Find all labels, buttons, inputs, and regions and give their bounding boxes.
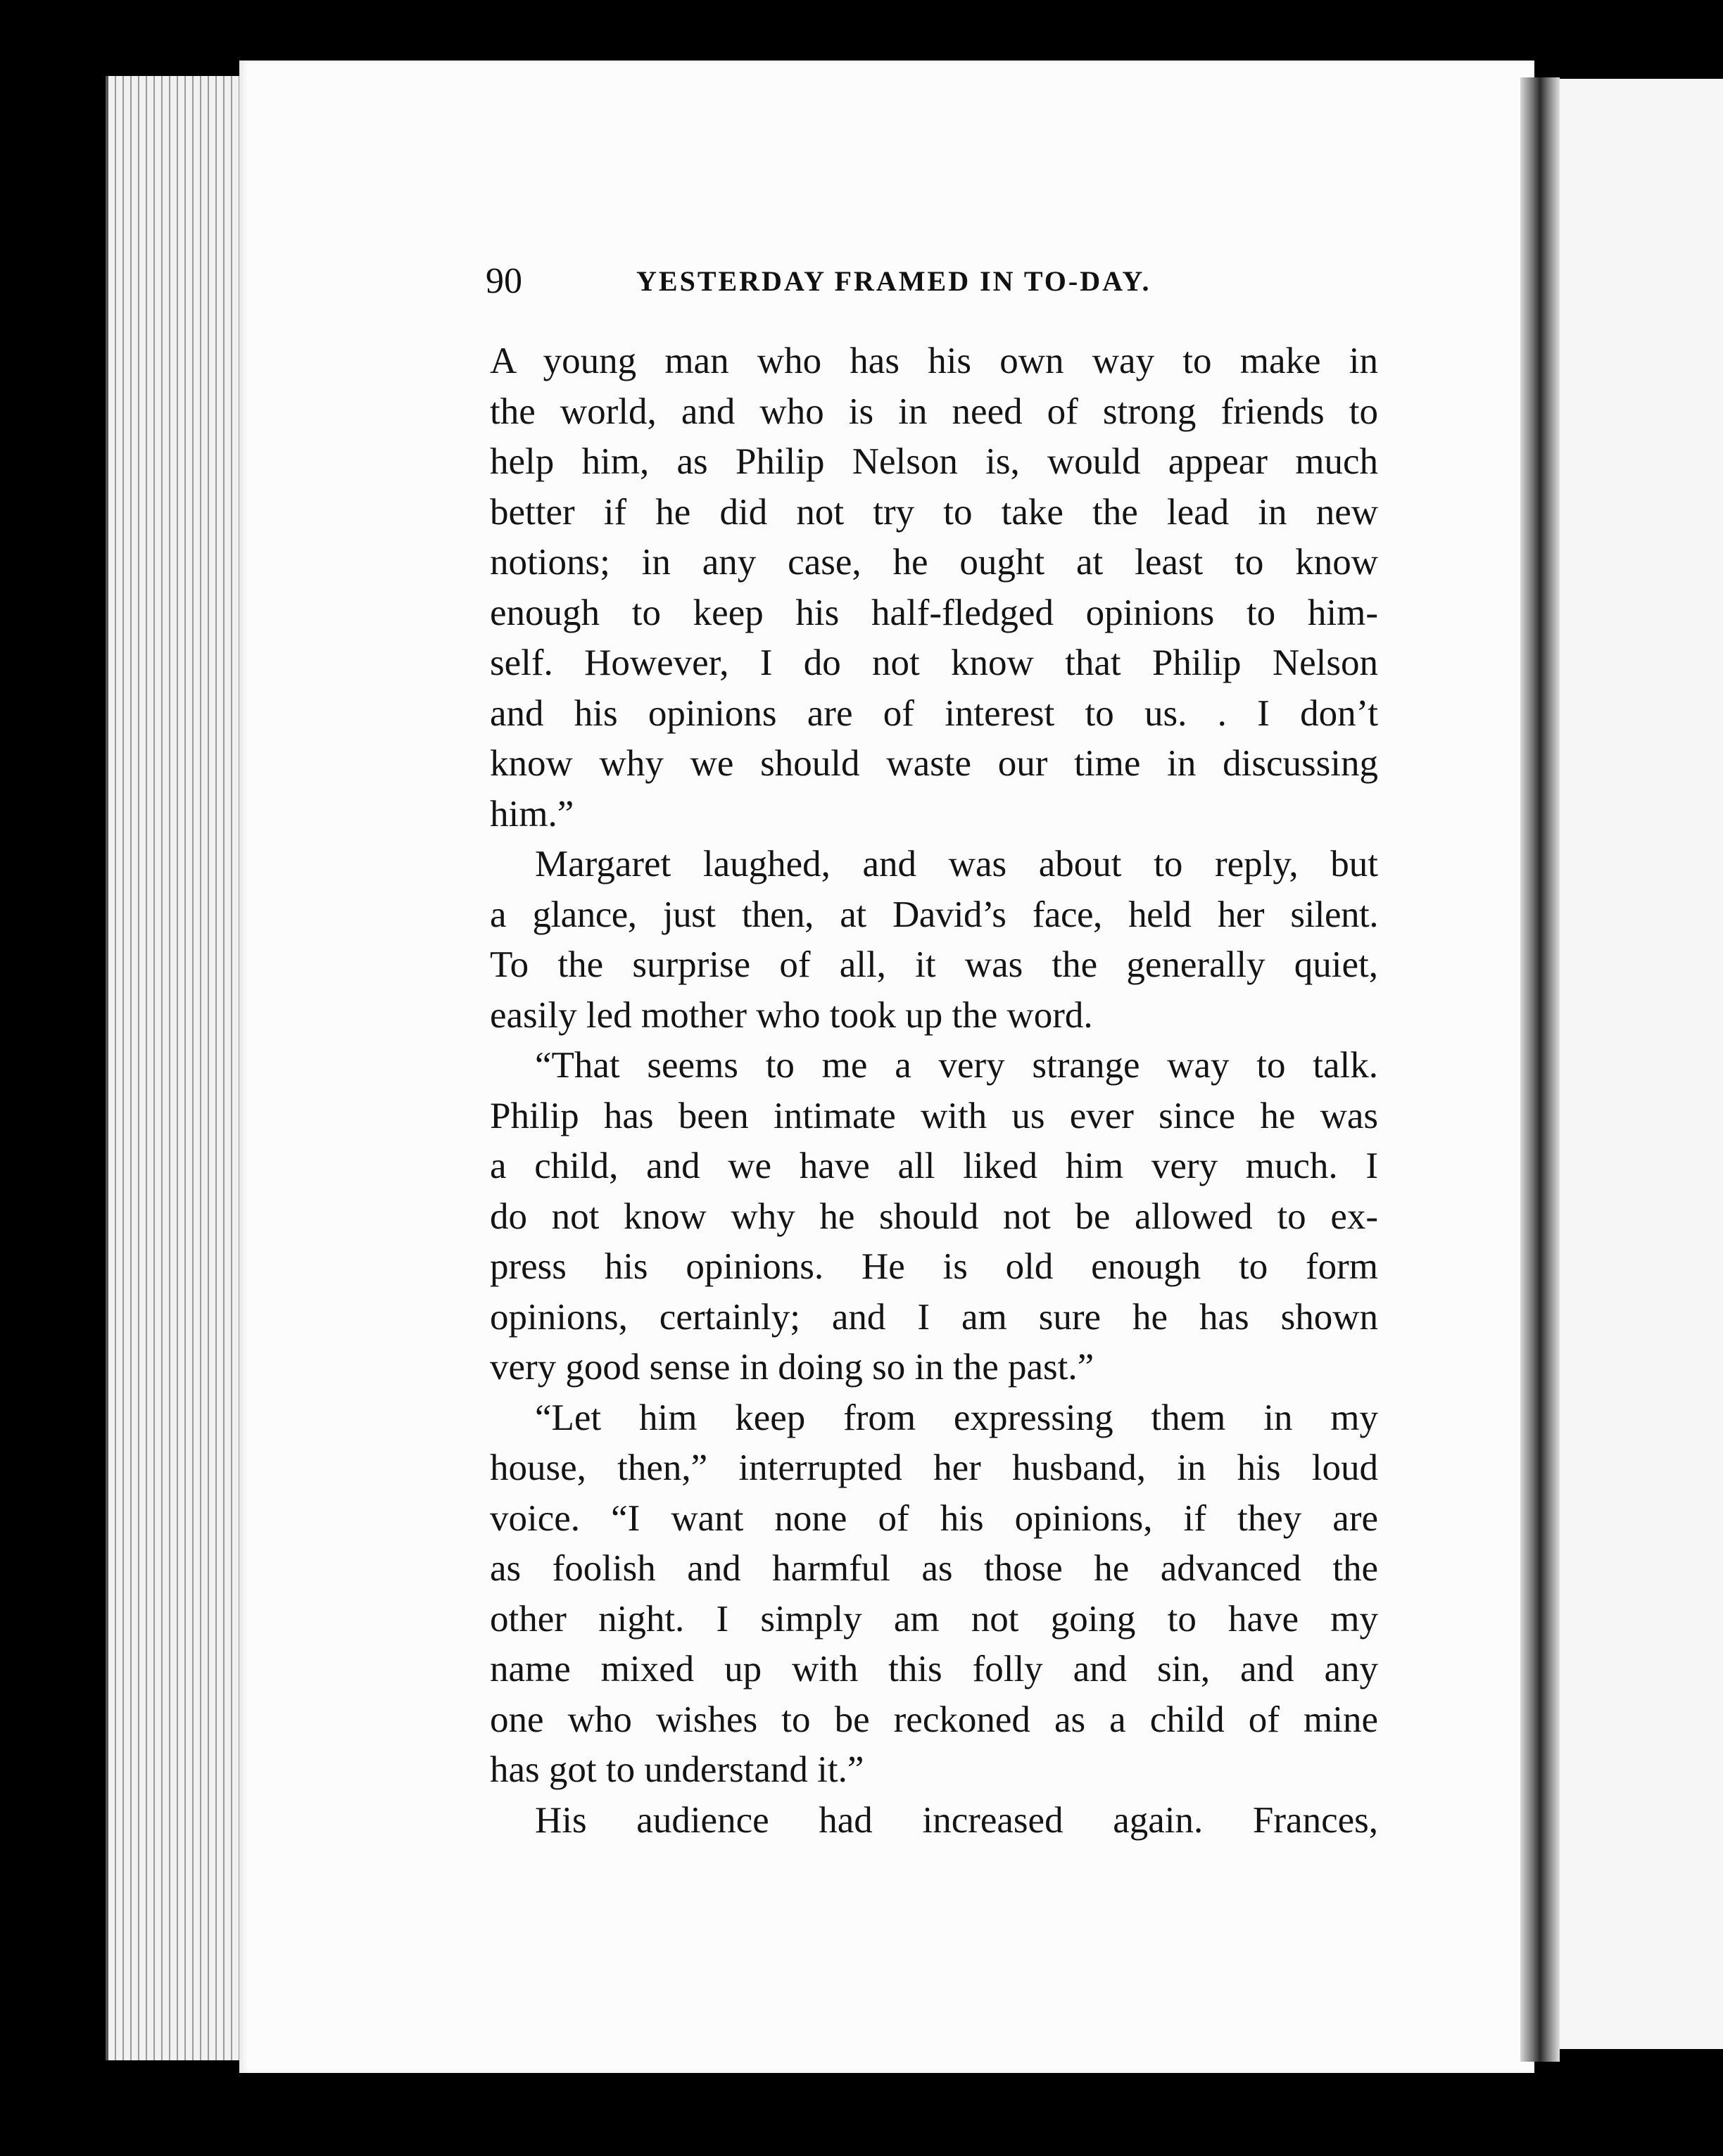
text-line: easily led mother who took up the word. [490,994,1093,1036]
text-line: self. However, I do not know that Philip Nelson [490,642,1378,683]
page-header [486,253,1380,310]
text-line: very good sense in doing so in the past.” [490,1347,1094,1388]
text-line: notions; in any case, he ought at least to know [490,542,1378,583]
text-line: and his opinions are of interest to us. . I don’t [490,692,1378,734]
text-line: as foolish and harmful as those he advanced the [490,1548,1378,1589]
text-line: His audience had increased again. Frances, [535,1799,1378,1841]
page-number: 90 [486,261,522,301]
text-line: one who wishes to be reckoned as a child of mine [490,1699,1378,1740]
text-line: him.” [490,793,574,835]
body-text [490,336,1378,1846]
text-line: press his opinions. He is old enough to form [490,1246,1378,1287]
text-line: the world, and who is in need of strong friends to [490,391,1378,432]
facing-page-edge [1560,79,1723,2049]
text-line: a glance, just then, at David’s face, held her silent. [490,894,1378,935]
text-line: “That seems to me a very strange way to talk. [535,1045,1378,1086]
text-line: opinions, certainly; and I am sure he has shown [490,1296,1378,1338]
text-line: A young man who has his own way to make in [490,341,1378,381]
text-line: house, then,” interrupted her husband, in his loud [490,1447,1378,1488]
text-line: Margaret laughed, and was about to reply, but [535,844,1378,884]
text-line: help him, as Philip Nelson is, would appear much [490,441,1378,482]
text-line: do not know why he should not be allowed to ex- [490,1196,1378,1237]
running-title: YESTERDAY FRAMED IN TO-DAY. [636,265,1151,297]
text-line: To the surprise of all, it was the generally quiet, [490,944,1378,985]
text-line: other night. I simply am not going to have my [490,1598,1378,1640]
text-line: Philip has been intimate with us ever since he was [490,1095,1378,1136]
text-line: enough to keep his half-fledged opinions to him- [490,592,1378,633]
text-line: voice. “I want none of his opinions, if they are [490,1497,1378,1539]
text-line: has got to understand it.” [490,1749,864,1790]
text-line: better if he did not try to take the lead in new [490,491,1378,533]
page-stack-edges [106,76,249,2060]
text-line: “Let him keep from expressing them in my [535,1397,1378,1438]
book-gutter [1520,77,1560,2062]
text-line: name mixed up with this folly and sin, and any [490,1649,1378,1689]
text-line: know why we should waste our time in discussing [490,743,1378,784]
text-line: a child, and we have all liked him very much. I [490,1146,1378,1186]
